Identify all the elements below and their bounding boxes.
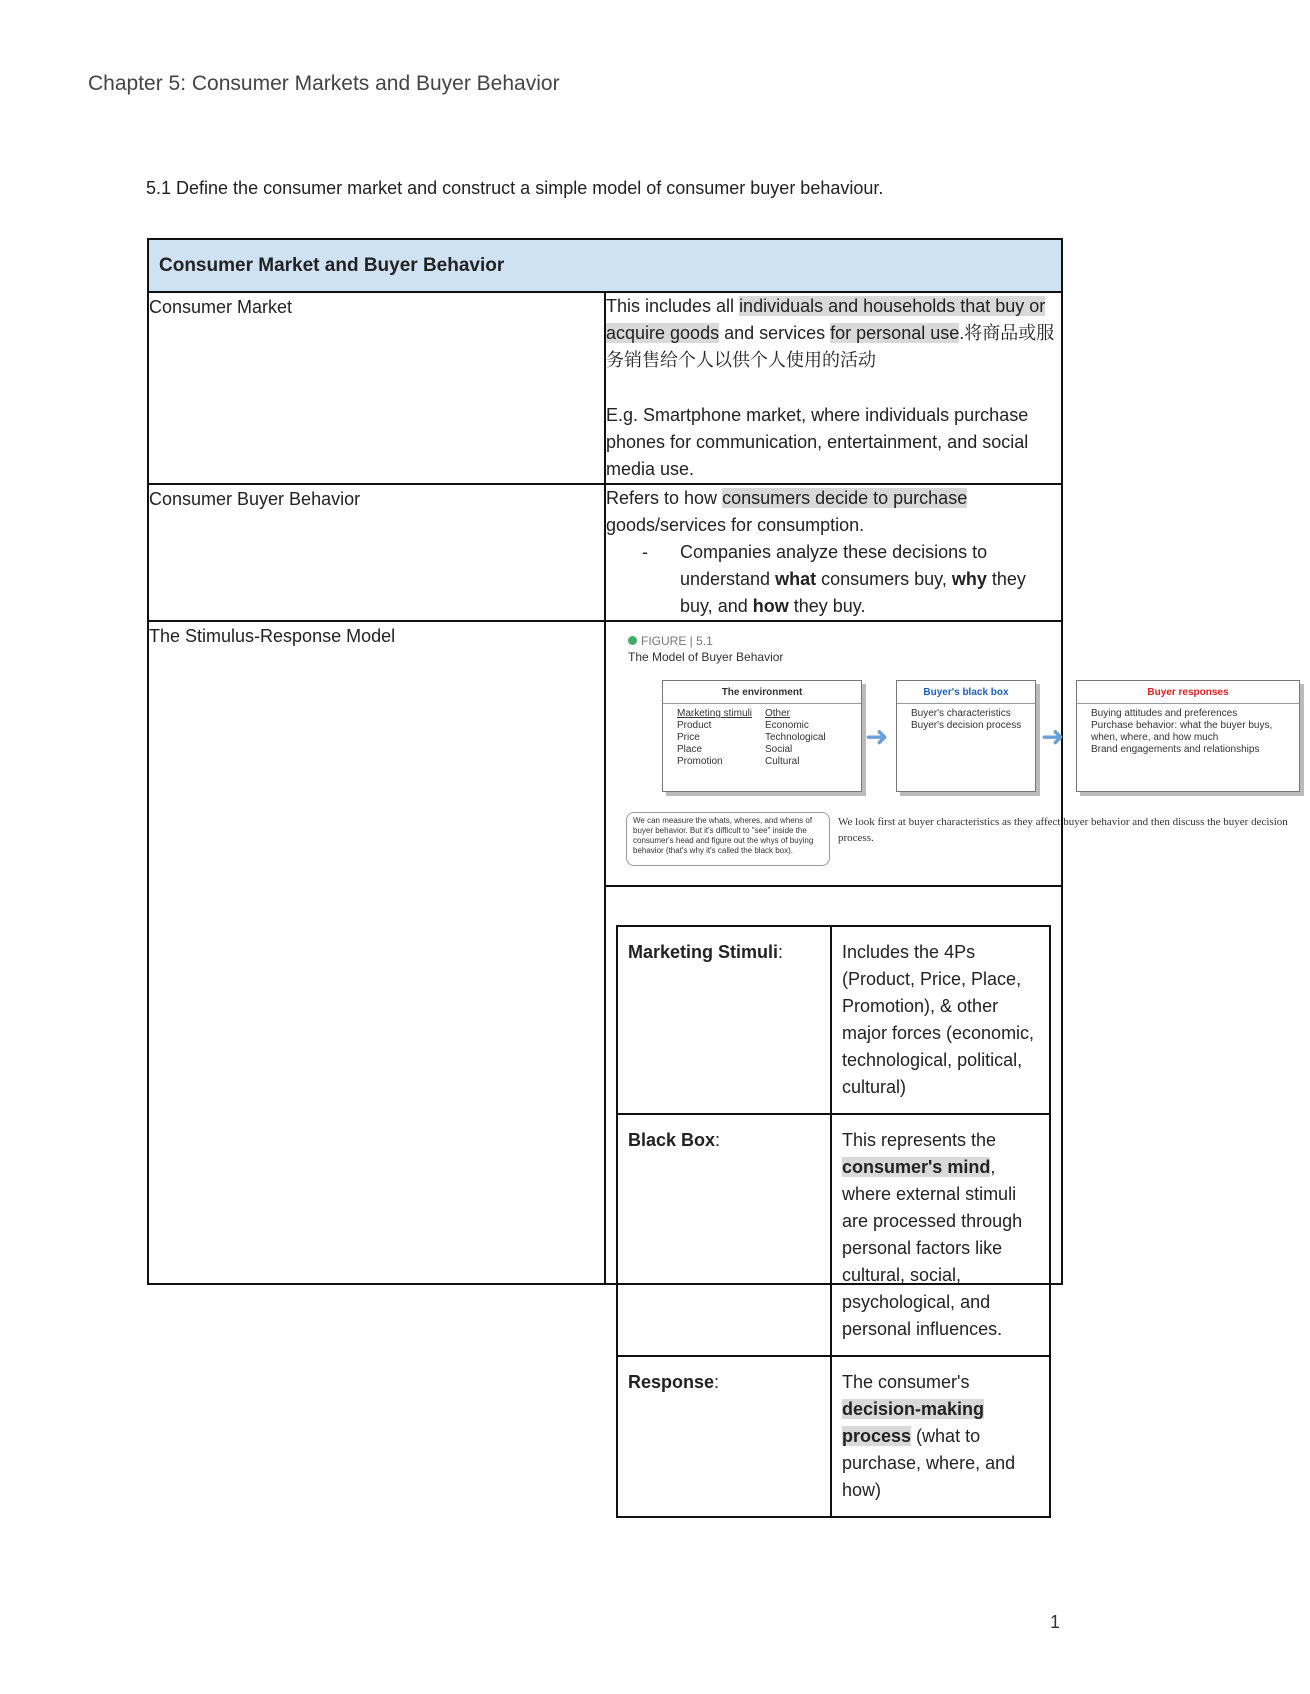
table-row	[148, 621, 1062, 886]
learning-objective: 5.1 Define the consumer market and construct a simple model of consumer buyer behaviour.	[146, 178, 884, 198]
list-item: Technological	[765, 732, 826, 743]
inner-label	[617, 926, 831, 1114]
bold-span: why	[951, 569, 987, 589]
list-item: Economic	[765, 720, 809, 731]
highlight-span: for personal use	[830, 323, 960, 343]
col-head: Other	[765, 708, 791, 719]
list-item: Purchase behavior: what the buyer buys,	[1091, 720, 1273, 731]
list-item: Buyer's characteristics	[911, 708, 1011, 719]
list-item: Price	[677, 732, 700, 743]
figure-cell	[605, 621, 1288, 886]
list-item: Buyer's decision process	[911, 720, 1022, 731]
text-span: and services	[719, 323, 831, 343]
other-forces-col	[765, 708, 853, 768]
buyer-behavior-definition	[605, 484, 1062, 621]
figure-title: The Model of Buyer Behavior	[628, 650, 784, 664]
list-item: Promotion	[677, 756, 723, 767]
buyer-behavior-figure	[606, 622, 1288, 867]
figure-note-bubble: We can measure the whats, wheres, and whens of buyer behavior. But it's difficult to "see" inside the consumer's head and figure out the whys of buying behavior (that's why it's called the black box).	[626, 812, 830, 866]
list-item: Brand engagements and relationships	[1091, 744, 1260, 755]
page-number: 1	[1049, 1612, 1060, 1632]
row-label-consumer-buyer-behavior: Consumer Buyer Behavior	[148, 484, 605, 621]
inner-row	[617, 926, 1050, 1114]
inner-text	[831, 1114, 1050, 1356]
buyer-responses-head: Buyer responses	[1077, 681, 1299, 704]
list-item: when, where, and how much	[1091, 732, 1219, 743]
highlight-span: consumer's mind	[842, 1157, 991, 1177]
bold-span: Marketing Stimuli	[628, 942, 779, 962]
main-table	[147, 238, 1288, 1500]
inner-row	[617, 1114, 1050, 1356]
bullet-text	[680, 539, 1061, 620]
inner-table-cell	[605, 886, 1062, 1500]
arrow-right-icon: ➜	[1041, 721, 1065, 752]
definition-paragraph	[606, 293, 1061, 374]
text-span: The consumer's	[842, 1372, 970, 1392]
inner-row	[617, 1356, 1050, 1517]
row-label-consumer-market: Consumer Market	[148, 292, 605, 484]
arrow-right-icon: ➜	[865, 721, 889, 752]
row-label-stimulus-response-model: The Stimulus-Response Model	[148, 621, 605, 1284]
highlight-span: individuals and households that buy or acquire goods	[606, 296, 1046, 343]
bold-span: what	[775, 569, 817, 589]
text-span: Companies analyze these decisions to understand	[680, 542, 988, 589]
figure-tag-text: FIGURE | 5.1	[641, 634, 713, 648]
text-span: :	[715, 1130, 721, 1150]
text-span: they buy, and	[680, 569, 1026, 616]
text-span: This includes all	[606, 296, 740, 316]
figure-tag	[628, 634, 713, 648]
list-item: Social	[765, 744, 793, 755]
list-item: Cultural	[765, 756, 800, 767]
bullet-dash: -	[642, 542, 648, 562]
figure-caption: We look first at buyer characteristics as they affect buyer behavior and then discuss the buyer decision process.	[838, 816, 1288, 844]
table-row	[148, 484, 1062, 621]
text-span: they buy.	[788, 596, 866, 616]
bold-span: how	[752, 596, 789, 616]
text-span: :	[714, 1372, 720, 1392]
bullet-item	[606, 539, 1061, 620]
table-heading: Consumer Market and Buyer Behavior	[148, 239, 1062, 292]
consumer-market-definition	[605, 292, 1062, 484]
text-span: .将商品或服务销售给个人以供个人使用的活动	[606, 323, 1055, 370]
inner-text: Includes the 4Ps (Product, Price, Place, Promotion), & other major forces (economic, technological, political, cultural)	[831, 926, 1050, 1114]
list-item: Place	[677, 744, 703, 755]
environment-box	[662, 680, 862, 792]
page-header: Chapter 5: Consumer Markets and Buyer Behavior	[88, 72, 560, 95]
text-span: (what to purchase, where, and how)	[842, 1426, 1016, 1500]
bold-span: Black Box	[628, 1130, 716, 1150]
text-span: consumers buy,	[816, 569, 952, 589]
inner-label	[617, 1114, 831, 1356]
text-span: Refers to how	[606, 488, 723, 508]
definition-paragraph	[606, 485, 1061, 539]
black-box-head: Buyer's black box	[897, 681, 1035, 704]
list-item: Product	[677, 720, 712, 731]
buyer-responses-box	[1076, 680, 1300, 792]
bold-span: Response	[628, 1372, 715, 1392]
table-row	[148, 292, 1062, 484]
highlight-span: consumers decide to purchase	[722, 488, 968, 508]
example-paragraph: E.g. Smartphone market, where individuals purchase phones for communication, entertainment, and social media use.	[606, 405, 1029, 479]
text-span: goods/services for consumption.	[606, 515, 865, 535]
marketing-stimuli-col	[677, 708, 765, 768]
highlight-span: decision-making process	[842, 1399, 985, 1446]
inner-text	[831, 1356, 1050, 1517]
environment-head: The environment	[663, 681, 861, 704]
inner-label	[617, 1356, 831, 1517]
black-box	[896, 680, 1036, 792]
text-span: , where external stimuli are processed through personal factors like cultural, social, psychological, and personal influences.	[842, 1157, 1023, 1339]
text-span: This represents the	[842, 1130, 997, 1150]
figure-dot-icon	[628, 636, 637, 645]
text-span: :	[778, 942, 784, 962]
col-head: Marketing stimuli	[677, 708, 753, 719]
list-item: Buying attitudes and preferences	[1091, 708, 1238, 719]
stimulus-response-table	[616, 925, 1051, 1518]
